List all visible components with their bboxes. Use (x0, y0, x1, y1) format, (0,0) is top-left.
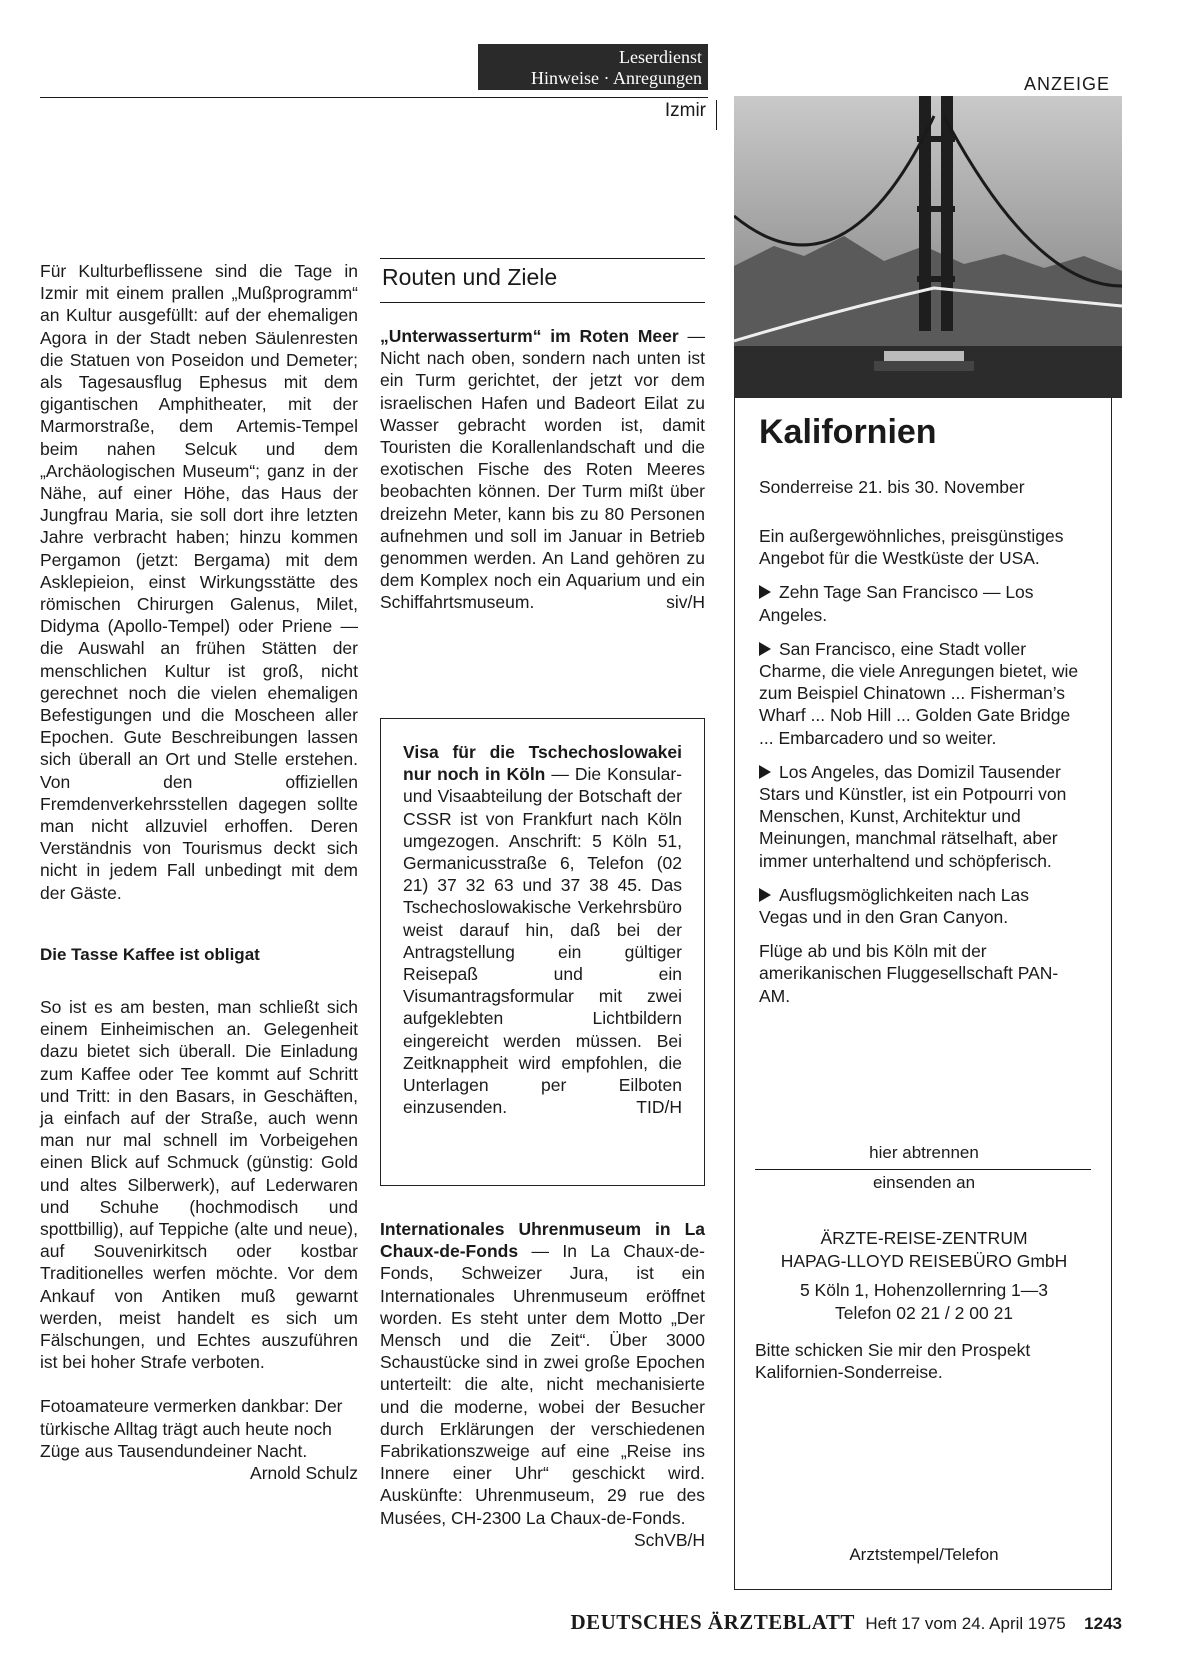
advertisement-box (734, 397, 1112, 1590)
ad-bullet-2-text: San Francisco, eine Stadt voller Charme, die viele Anregungen bietet, wie zum Beispiel Chinatown ... Fisherman’s Wharf ... Nob Hill ... Golden Gate Bridge ... Embarcadero und so weiter. (759, 638, 1079, 748)
brochure-request: Bitte schicken Sie mir den Prospekt Kalifornien-Sonderreise. (755, 1340, 1031, 1382)
item-watch-museum-text (380, 1218, 705, 1550)
left-column (40, 260, 358, 1484)
visa-notice-credit: TID/H (636, 1097, 682, 1118)
triangle-bullet-icon (759, 765, 771, 779)
section-header-line2: Hinweise · Anregungen (531, 68, 702, 88)
visa-notice-body: — Die Konsular- und Visaabteilung der Botschaft der CSSR ist von Frankfurt nach Köln umgezogen. Anschrift: 5 Köln 51, Germanicusstraße 6, Telefon (02 21) 37 32 63 und 37 38 45. Das Tschechoslowakische Verkehrsbüro weist darauf hin, daß bei der Antragstellung ein gültiger Reisepaß und ein Visumantragsformular mit zwei aufgeklebten Lichtbildern eingereicht werden müssen. Bei Zeitknappheit wird empfohlen, die Unterlagen per Eilboten einzusenden. (403, 764, 682, 1118)
page-number: 1243 (1084, 1614, 1122, 1633)
journal-name: DEUTSCHES ÄRZTEBLATT (570, 1610, 855, 1634)
cut-line-label: hier abtrennen (869, 1143, 979, 1162)
ad-dates: Sonderreise 21. bis 30. November (759, 477, 1025, 497)
item-watch-museum-body: — In La Chaux-de-Fonds, Schweizer Jura, ist ein Internationales Uhrenmuseum eröffnet worden. Es steht unter dem Motto „Der Mensch und die Zeit“. Über 3000 Schaustücke sind in zwei große Epochen unterteilt: die alte, nicht mechanisierte und die moderne, wobei der Besucher durch Erklärungen der verschiedenen Fabrikationszweige auf eine „Reise ins Innere einer Uhr“ geschickt wird. Auskünfte: Uhrenmuseum, 29 rue des Musées, CH-2300 La Chaux-de-Fonds. (380, 1241, 705, 1528)
paragraph-3-text: Fotoamateure vermerken dankbar: Der türkische Alltag trägt auch heute noch Züge aus Tausendundeiner Nacht. (40, 1396, 343, 1461)
paragraph-3 (40, 1395, 358, 1483)
bridge-photo-image (734, 96, 1122, 398)
send-to-label: einsenden an (872, 1173, 976, 1192)
ad-title: Kalifornien (759, 413, 937, 451)
footer (360, 1610, 1122, 1635)
paragraph-2: So ist es am besten, man schließt sich einem Einheimischen an. Gelegenheit dazu bietet sich überall. Die Einladung zum Kaffee oder Tee kommt auf Schritt und Tritt: in den Basars, in Geschäften, ja einfach auf der Straße, auch wenn man nur mal schnell im Vorbeigehen einen Blick auf Schmuck (günstig: Gold und altes Silberwerk), auf Lederwaren und Schuhe (hochmodisch und spottbillig), auf Teppiche (alte und neue), auf Souvenirkitsch oder kostbar Traditionelles werfen möchte. Vor dem Ankauf von Antiken muß gewarnt werden, meist handelt es sich um Fälschungen, und Echtes auszuführen ist bei hoher Strafe verboten. (40, 996, 358, 1373)
intro-paragraph: Für Kulturbeflissene sind die Tage in Izmir mit einem prallen „Mußprogramm“ an Kultur ausgefüllt: auf der ehemaligen Agora in der Stadt neben Säulenresten die Statuen von Poseidon und Demeter; als Tagesausflug Ephesus mit dem gigantischen Amphitheater, mit der Marmorstraße, dem Artemis-Tempel beim nahen Selcuk und dem „Archäologischen Museum“; ganz in der Nähe, auf einer Höhe, das Haus der Jungfrau Maria, sie soll dort ihre letzten Jahre verbracht haben; hinzu kommen Pergamon (jetzt: Bergama) mit dem Asklepieion, einst Wirkungsstätte des römischen Chirurgen Galenus, Milet, Didyma (Apollo-Tempel) oder Priene — die Auswahl an frühen Stätten der menschlichen Kultur ist groß, nicht gerechnet noch die vielen ehemaligen Befestigungen und die Moscheen aller Epochen. Gute Beschreibungen lassen sich überall an Ort und Stelle erstehen. Von den offiziellen Fremdenverkehrsstellen dagegen sollte man nicht allzuviel erhoffen. Deren Verständnis von Tourismus deckt sich nicht in jedem Fall unbedingt mit dem der Gäste. (40, 261, 358, 903)
ad-flights: Flüge ab und bis Köln mit der amerikanischen Fluggesellschaft PAN-AM. (759, 941, 1059, 1006)
header-rule (40, 97, 708, 98)
column-divider (716, 100, 717, 130)
triangle-bullet-icon (759, 888, 771, 902)
section-header-line1: Leserdienst (619, 47, 702, 67)
visa-notice-title: Visa für die Tschechoslowakei nur noch in Köln (403, 742, 682, 785)
item-underwater-tower-credit: siv/H (666, 592, 705, 613)
location-label: Izmir (664, 100, 706, 121)
ad-bullet-3-text: Los Angeles, das Domizil Tausender Stars und Künstler, ist ein Potpourri von Menschen, Kunst, Architektur und Meinungen, manchmal rätselhaft, aber immer unterhaltend und schöpferisch. (759, 761, 1067, 871)
organizer-line-2: HAPAG-LLOYD REISEBÜRO GmbH (780, 1251, 1068, 1271)
organizer-line-3: 5 Köln 1, Hohenzollernring 1—3 (799, 1280, 1049, 1300)
section-header (478, 44, 708, 90)
visa-notice-box (380, 718, 705, 1186)
item-underwater-tower-title: „Unterwasserturm“ im Roten Meer (380, 326, 679, 346)
subheading: Die Tasse Kaffee ist obligat (40, 944, 260, 964)
visa-notice-text (403, 741, 682, 1118)
ad-body (759, 525, 1081, 1007)
ad-bullet-4 (759, 884, 1081, 928)
ad-bullet-2 (759, 638, 1081, 749)
ad-bullet-3 (759, 761, 1081, 872)
organizer-line-1: ÄRZTE-REISE-ZENTRUM (820, 1228, 1028, 1248)
triangle-bullet-icon (759, 642, 771, 656)
item-underwater-tower-body: — Nicht nach oben, sondern nach unten ist ein Turm gerichtet, der jetzt vor dem israelischen Hafen und Badeort Eilat zu Wasser gebracht worden ist, damit Touristen die Korallenlandschaft und die exotischen Fische des Roten Meeres beobachten können. Der Turm mißt über dreizehn Meter, kann bis zu 80 Personen aufnehmen und soll im Januar in Betrieb genommen werden. An Land gehören zu dem Komplex noch ein Aquarium und ein Schiffahrtsmuseum. (380, 326, 705, 613)
ad-bullet-4-text: Ausflugsmöglichkeiten nach Las Vegas und in den Gran Canyon. (759, 884, 1030, 928)
ad-label: ANZEIGE (1023, 74, 1110, 94)
item-watch-museum-title: Internationales Uhrenmuseum in La Chaux-de-Fonds (380, 1219, 705, 1262)
ad-bullet-1-text: Zehn Tage San Francisco — Los Angeles. (759, 582, 1034, 625)
cut-rule (755, 1169, 1091, 1170)
section-title: Routen und Ziele (382, 264, 558, 290)
triangle-bullet-icon (759, 585, 771, 599)
item-watch-museum-credit: SchVB/H (634, 1529, 705, 1550)
stamp-field-label: Arztstempel/Telefon (849, 1545, 999, 1564)
organizer-address (735, 1227, 1113, 1325)
section-top-rule (380, 258, 705, 259)
issue-info: Heft 17 vom 24. April 1975 (865, 1614, 1066, 1633)
author-name: Arnold Schulz (250, 1462, 358, 1483)
ad-bullet-1 (759, 581, 1081, 625)
ad-intro: Ein außergewöhnliches, preisgünstiges Angebot für die Westküste der USA. (759, 526, 1064, 569)
section-bottom-rule (380, 302, 705, 303)
item-watch-museum (380, 1218, 705, 1551)
item-underwater-tower (380, 325, 705, 614)
bridge-photo (734, 96, 1122, 398)
item-underwater-tower-text (380, 325, 705, 614)
organizer-line-4: Telefon 02 21 / 2 00 21 (834, 1303, 1014, 1323)
